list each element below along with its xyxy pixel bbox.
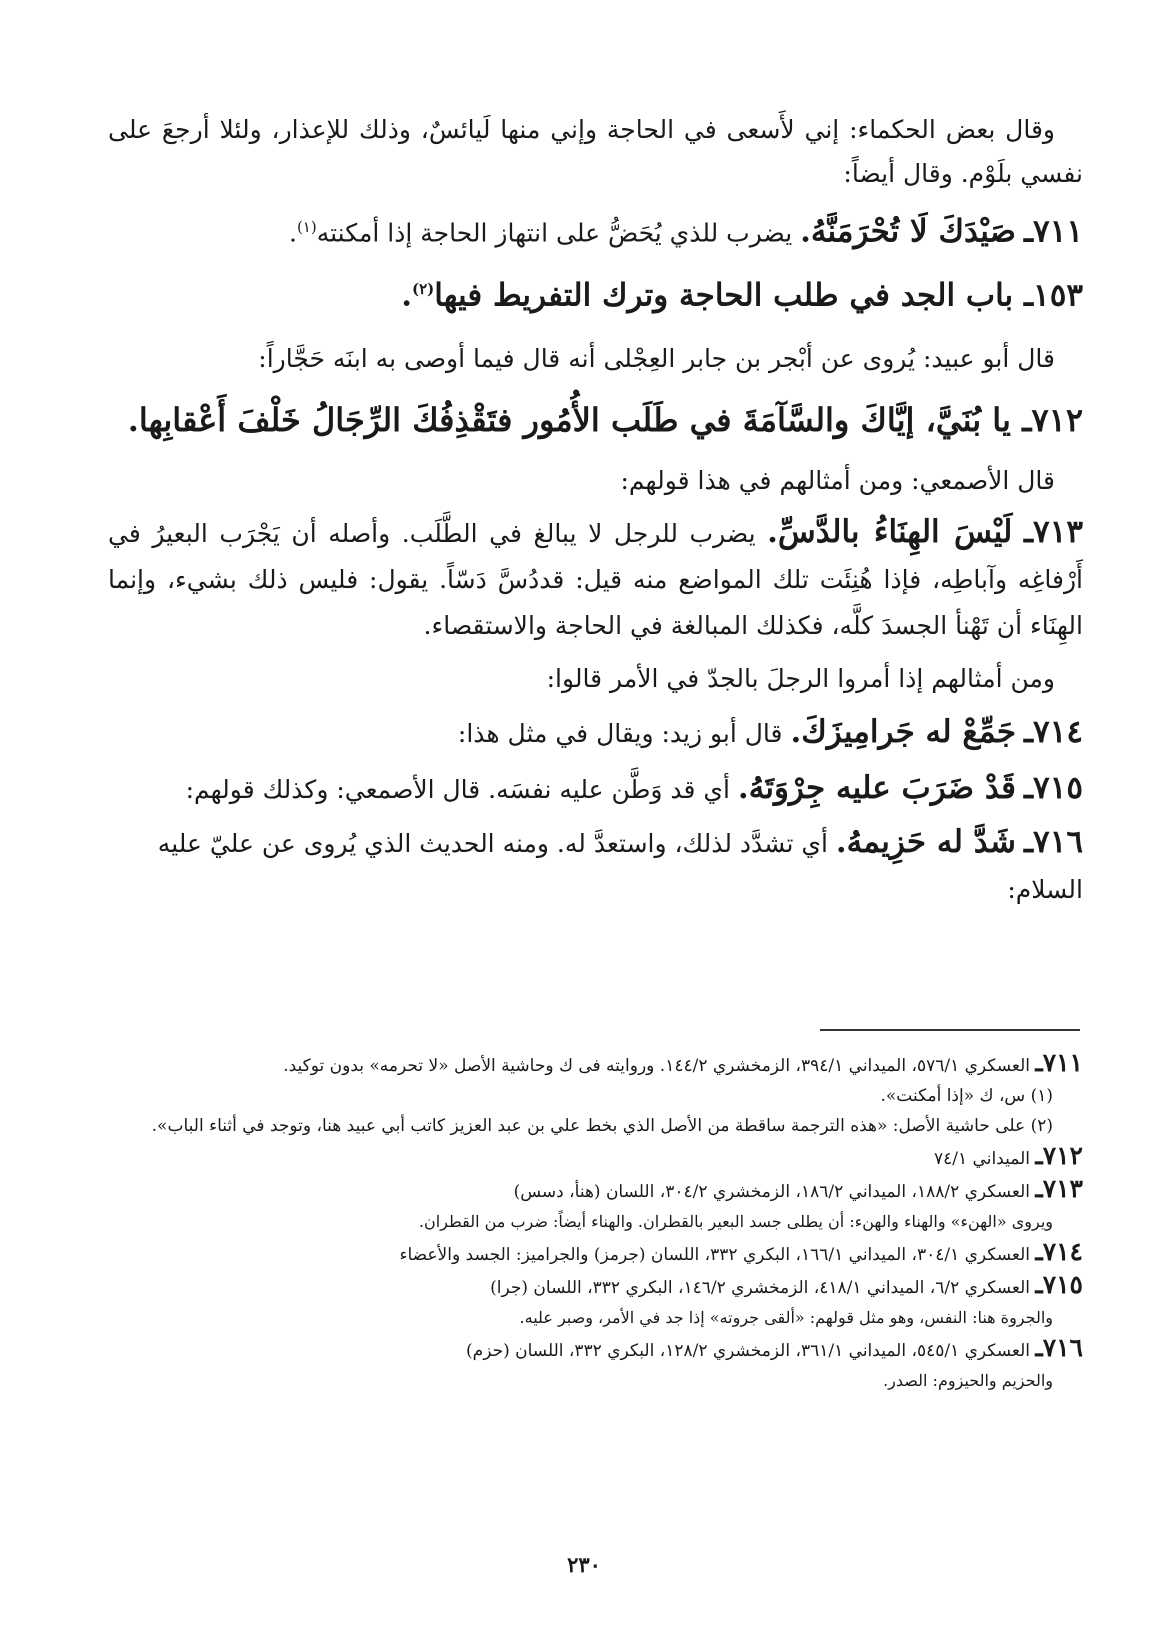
entry-713 <box>108 509 1083 649</box>
footnote-text: العسكري ١٨٨/٢، الميداني ١٨٦/٢، الزمخشري ٣٠٤/٢، اللسان (هنأ، دسس) <box>513 1182 1030 1202</box>
footnote-716-sub <box>108 1366 1083 1396</box>
footnote-number: ٧١٤ـ <box>1035 1237 1083 1266</box>
paragraph-asmai-text: قال الأصمعي: ومن أمثالهم في هذا قولهم: <box>620 465 1055 495</box>
footnote-text: العسكري ٥٧٦/١، الميداني ٣٩٤/١، الزمخشري ١٤٤/٢. وروايته فى ك وحاشية الأصل «لا تحرمه» بدون توكيد. <box>283 1056 1030 1076</box>
footnote-number: ٧١٥ـ <box>1035 1270 1083 1299</box>
footnote-text: (٢) على حاشية الأصل: «هذه الترجمة ساقطة من الأصل الذي بخط علي بن عبد العزيز كاتب أبي عبيد هنا، وتوجد في أثناء الباب». <box>151 1116 1053 1136</box>
chapter-number: ١٥٣ـ <box>1023 277 1083 314</box>
proverb-text: شَدَّ له حَزِيمهُ. <box>835 823 1016 860</box>
chapter-title: باب الجد في طلب الحاجة وترك التفريط فيها <box>434 277 1014 314</box>
entry-explanation: أي تشدَّد لذلك، واستعدَّ له. ومنه الحديث الذي يُروى عن عليّ عليه السلام: <box>157 828 1083 904</box>
footnotes <box>108 1048 1083 1396</box>
entry-715 <box>108 763 1083 815</box>
page-number: ٢٣٠ <box>567 1552 601 1577</box>
entry-711: ٧١١ـ صَيْدَكَ لَا تُحْرَمَنَّهُ. يضرب للذي يُحَضُّ على انتهاز الحاجة إذا أمكنته$^{(١)}$. <box>288 213 1083 250</box>
entry-714 <box>108 707 1083 759</box>
footnote-716 <box>108 1333 1083 1366</box>
footnote-712 <box>108 1141 1083 1174</box>
footnote-ref[interactable]: (١) <box>296 218 317 236</box>
footnote-divider <box>820 1029 1080 1031</box>
footnote-ref[interactable]: (٢) <box>411 280 435 299</box>
footnote-1 <box>108 1081 1083 1111</box>
footnote-number: ٧١٢ـ <box>1035 1141 1083 1170</box>
footnote-714 <box>108 1237 1083 1270</box>
footnote-text: العسكري ٣٠٤/١، الميداني ١٦٦/١، البكري ٣٣٢، اللسان (جرمز) والجراميز: الجسد والأعضاء <box>399 1245 1030 1265</box>
footnote-text: الميداني ٧٤/١ <box>934 1149 1030 1169</box>
paragraph-amthal-text: ومن أمثالهم إذا أمروا الرجلَ بالجدّ في الأمر قالوا: <box>546 663 1055 693</box>
entry-number: ٧١٦ـ <box>1023 823 1083 860</box>
entry-716 <box>108 819 1083 913</box>
entry-explanation: يضرب للرجل لا يبالغ في الطَّلَب. وأصله أن يَجْرَب البعيرُ في أَرْفاغِه وآباطِه، فإذا هُنِئَت تلك المواضع منه قيل: قددُسَّ دَسّاً. يقول: فليس ذلك بشيء، وإنما الهِنَاء أن تَهْنأ الجسدَ كلَّه، فكذلك المبالغة في الحاجة والاستقصاء. <box>108 518 1083 640</box>
paragraph-amthal <box>108 657 1083 701</box>
paragraph-asmai <box>108 459 1083 503</box>
footnote-text: العسكري ٦/٢، الميداني ٤١٨/١، الزمخشري ١٤٦/٢، البكري ٣٣٢، اللسان (جرا) <box>490 1278 1030 1298</box>
footnote-text: العسكري ٥٤٥/١، الميداني ٣٦١/١، الزمخشري ١٢٨/٢، البكري ٣٣٢، اللسان (حزم) <box>466 1341 1030 1361</box>
footnote-text: (١) س، ك «إذا أمكنت». <box>880 1086 1053 1106</box>
entry-712 <box>108 391 1083 449</box>
footnote-711 <box>108 1048 1083 1081</box>
proverb-text: جَمِّعْ له جَرامِيزَكَ. <box>790 713 1016 750</box>
entry-number: ٧١٥ـ <box>1023 769 1083 806</box>
paragraph-intro <box>108 108 1083 196</box>
footnote-number: ٧١٦ـ <box>1035 1333 1083 1362</box>
entry-number: ٧١٤ـ <box>1023 713 1083 750</box>
footnote-text: والجروة هنا: النفس، وهو مثل قولهم: «ألقى جروته» إذا جد في الأمر، وصبر عليه. <box>519 1308 1053 1327</box>
proverb-text: يا بُنَيَّ، إيَّاكَ والسَّآمَةَ في طَلَب الأُمُور فتَقْذِفُكَ الرِّجَالُ خَلْفَ أَعْقابِها. <box>127 400 1011 439</box>
footnote-number: ٧١٣ـ <box>1035 1174 1083 1203</box>
proverb-text: لَيْسَ الهِنَاءُ بالدَّسِّ. <box>767 513 1013 550</box>
entry-explanation: يضرب للذي يُحَضُّ على انتهاز الحاجة إذا أمكنته <box>316 218 793 248</box>
footnote-713 <box>108 1174 1083 1207</box>
footnote-713-sub <box>108 1207 1083 1237</box>
entry-explanation: أي قد وَطَّن عليه نفسَه. قال الأصمعي: وكذلك قولهم: <box>185 774 730 804</box>
footnote-715 <box>108 1270 1083 1303</box>
entry-explanation: قال أبو زيد: ويقال في مثل هذا: <box>457 718 783 748</box>
entry-number: ٧١٣ـ <box>1023 513 1083 550</box>
entry-number: ٧١١ـ <box>1023 213 1083 250</box>
paragraph-abu-ubaid <box>108 337 1083 381</box>
footnote-number: ٧١١ـ <box>1035 1048 1083 1077</box>
footnote-text: والحزيم والحيزوم: الصدر. <box>883 1371 1053 1390</box>
chapter-heading <box>108 262 1083 322</box>
proverb-text: قَدْ ضَرَبَ عليه جِرْوَتَهُ. <box>737 769 1016 806</box>
footnote-text: ويروى «الهنء» والهناء والهنء: أن يطلى جسد البعير بالقطران. والهناء أيضاً: ضرب من القطران. <box>418 1212 1053 1231</box>
paragraph-abu-ubaid-text: قال أبو عبيد: يُروى عن أبْجر بن جابر العِجْلى أنه قال فيما أوصى به ابنَه حَجَّاراً: <box>258 343 1055 373</box>
footnote-2 <box>108 1111 1083 1141</box>
main-text <box>108 108 1083 917</box>
paragraph-intro-text: وقال بعض الحكماء: إني لأَسعى في الحاجة وإني منها لَيائسٌ، وذلك للإعذار، ولئلا أرجعَ على نفسي بلَوْم. وقال أيضاً: <box>108 115 1083 188</box>
proverb-text: صَيْدَكَ لَا تُحْرَمَنَّهُ. <box>800 213 1016 250</box>
chapter-end: . <box>401 277 412 314</box>
footnote-715-sub <box>108 1303 1083 1333</box>
entry-number: ٧١٢ـ <box>1022 400 1083 439</box>
